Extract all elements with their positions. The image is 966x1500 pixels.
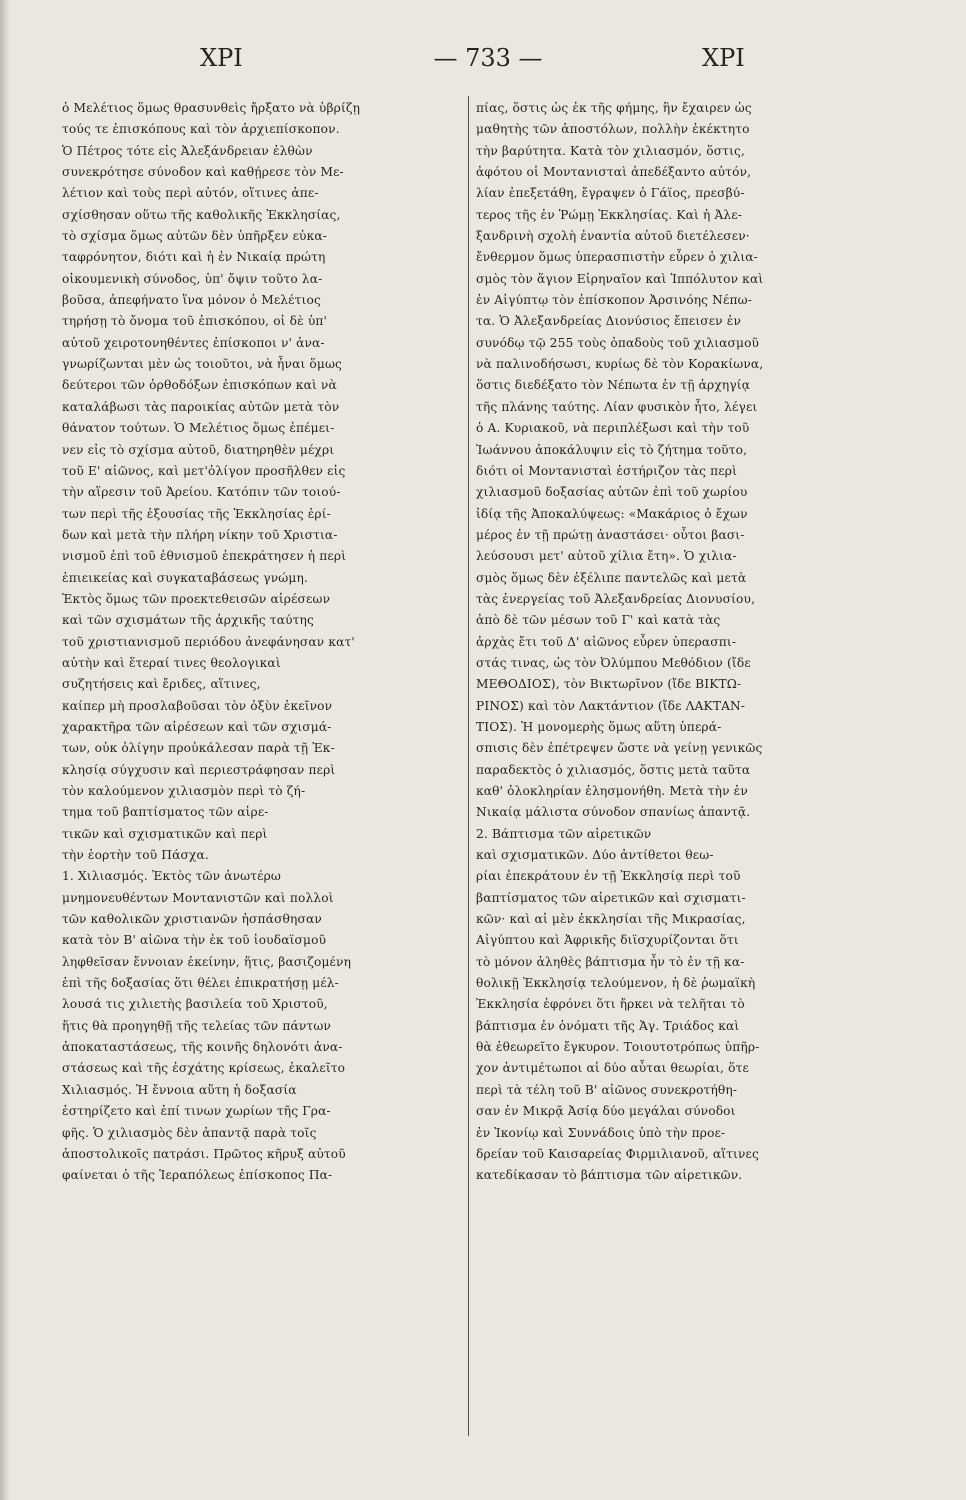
text-line: βάπτισμα ἐν ὀνόματι τῆς Ἁγ. Τριάδος καὶ <box>476 1018 740 1033</box>
text-line: ληφθεῖσαν ἔννοιαν ἐκείνην, ἥτις, βασιζομένη <box>62 954 352 969</box>
text-line: στάσεως καὶ τῆς ἐσχάτης κρίσεως, ἐκαλεῖτο <box>62 1061 346 1076</box>
text-line: τὴν ἑορτὴν τοῦ Πάσχα. <box>62 848 209 863</box>
text-line: ἥτις θὰ προηγηθῇ τῆς τελείας τῶν πάντων <box>62 1018 331 1033</box>
text-line: διότι οἱ Μοντανισταὶ ἐστήριζον τὰς περὶ <box>476 463 738 478</box>
text-line: παραδεκτὸς ὁ χιλιασμός, ὅστις μετὰ ταῦτα <box>476 762 751 777</box>
text-line: νὰ παλινοδήσωσι, κυρίως δὲ τὸν Κορακίωνα, <box>476 357 764 372</box>
text-line: ἔνθερμον ὅμως ὑπερασπιστὴν εὗρεν ὁ χιλια- <box>476 250 758 265</box>
text-line: δων καὶ μετὰ τὴν πλήρη νίκην τοῦ Χριστια- <box>62 527 338 542</box>
text-line: ὅστις διεδέξατο τὸν Νέπωτα ἐν τῇ ἀρχηγίᾳ <box>476 378 751 393</box>
text-line: λουσά τις χιλιετὴς βασιλεία τοῦ Χριστοῦ, <box>62 997 328 1012</box>
text-line: ὁ Α. Κυριακοῦ, νὰ περιπλέξωσι καὶ τὴν τοῦ <box>476 421 750 436</box>
text-line: ὁ Μελέτιος ὅμως θρασυνθεὶς ἤρξατο νὰ ὑβρίζῃ <box>62 101 361 115</box>
text-line: Ἐκκλησία ἐφρόνει ὅτι ἤρκει νὰ τελῆται τὸ <box>476 997 745 1012</box>
text-line: φῆς. Ὁ χιλιασμὸς δὲν ἀπαντᾷ παρὰ τοῖς <box>62 1125 317 1140</box>
text-line: Ὁ Πέτρος τότε εἰς Ἀλεξάνδρειαν ἐλθὼν <box>62 143 313 158</box>
text-line: κῶν· καὶ αἱ μὲν ἐκκλησίαι τῆς Μικρασίας, <box>476 912 746 927</box>
text-line: τῶν καθολικῶν χριστιανῶν ἠσπάσθησαν <box>62 912 322 927</box>
text-line: βαπτίσματος τῶν αἱρετικῶν καὶ σχισματι- <box>476 890 746 905</box>
text-line: τούς τε ἐπισκόπους καὶ τὸν ἀρχιεπίσκοπον. <box>62 122 340 137</box>
text-line: τὰς ἐνεργείας τοῦ Ἀλεξανδρείας Διονυσίου, <box>476 591 756 606</box>
text-line: ἀποστολικοῖς πατράσι. Πρῶτος κῆρυξ αὐτοῦ <box>62 1146 346 1161</box>
left-text-column <box>62 98 458 1434</box>
text-line: θάνατον τούτων. Ὁ Μελέτιος ὅμως ἐπέμει- <box>62 421 335 436</box>
text-line: τῆς πλάνης ταύτης. Λίαν φυσικὸν ἦτο, λέγει <box>476 399 758 414</box>
text-line: ἀποκαταστάσεως, τῆς κοινῆς δηλονότι ἀνα- <box>62 1040 343 1055</box>
text-line: τερος τῆς ἐν Ῥώμῃ Ἐκκλησίας. Καὶ ἡ Ἀλε- <box>476 207 743 222</box>
text-line: ἐν Ἰκονίῳ καὶ Συννάδοις ὑπὸ τὴν προε- <box>476 1125 726 1140</box>
text-line: ρίαι ἐπεκράτουν ἐν τῇ Ἐκκλησίᾳ περὶ τοῦ <box>476 869 741 884</box>
text-line: ἰδίᾳ τῆς Ἀποκαλύψεως: «Μακάριος ὁ ἔχων <box>476 506 748 521</box>
text-line: σαν ἐν Μικρᾷ Ἀσίᾳ δύο μεγάλαι σύνοδοι <box>476 1104 736 1119</box>
text-line: τοῦ χριστιανισμοῦ περιόδου ἀνεφάνησαν κατ' <box>62 634 355 649</box>
text-line: οἰκουμενικὴ σύνοδος, ὑπ' ὄψιν τοῦτο λα- <box>62 271 323 286</box>
text-line: Νικαίᾳ μάλιστα σύνοδον σπανίως ἀπαντᾷ. <box>476 805 751 820</box>
text-line: Χιλιασμός. Ἡ ἔννοια αὕτη ἡ δοξασία <box>62 1082 297 1097</box>
text-line: περὶ τὰ τέλη τοῦ Β' αἰῶνος συνεκροτήθη- <box>476 1082 738 1097</box>
text-line: 2. Βάπτισμα τῶν αἱρετικῶν <box>476 826 652 841</box>
text-line: καταλάβωσι τὰς παροικίας αὐτῶν μετὰ τὸν <box>62 399 340 414</box>
text-line: ξανδρινὴ σχολὴ ἐναντία αὐτοῦ διετέλεσεν· <box>476 229 750 244</box>
text-line: χαρακτῆρα τῶν αἱρέσεων καὶ τῶν σχισμά- <box>62 719 332 734</box>
text-line: τηρήσῃ τὸ ὄνομα τοῦ ἐπισκόπου, οἱ δὲ ὑπ' <box>62 314 328 329</box>
text-line: συζητήσεις καὶ ἔριδες, αἵτινες, <box>62 677 261 692</box>
text-line: αὐτοῦ χειροτονηθέντες ἐπίσκοποι ν' ἀνα- <box>62 335 325 350</box>
text-line: ΡΙΝΟΣ) καὶ τὸν Λακτάντιον (ἴδε ΛΑΚΤΑΝ- <box>476 698 746 713</box>
text-line: ἀρχὰς ἔτι τοῦ Δ' αἰῶνος εὗρεν ὑπερασπι- <box>476 634 737 649</box>
column-divider <box>468 96 469 1436</box>
text-line: θὰ ἐθεωρεῖτο ἔγκυρον. Τοιουτοτρόπως ὑπῆρ- <box>476 1040 760 1055</box>
text-line: πίας, ὅστις ὡς ἐκ τῆς φήμης, ἣν ἔχαιρεν ὡς <box>476 101 752 115</box>
text-line: μαθητὴς τῶν ἀποστόλων, πολλὴν ἐκέκτητο <box>476 122 750 137</box>
text-line: ἐν Αἰγύπτῳ τὸν ἐπίσκοπον Ἀρσινόης Νέπω- <box>476 293 752 308</box>
text-line: των, οὐκ ὀλίγην προὐκάλεσαν παρὰ τῇ Ἐκ- <box>62 741 335 756</box>
text-line: ἐπὶ τῆς δοξασίας ὅτι θέλει ἐπικρατήσῃ μέλ- <box>62 976 339 991</box>
text-line: των περὶ τῆς ἐξουσίας τῆς Ἐκκλησίας ἐρί- <box>62 506 331 521</box>
text-line: χιλιασμοῦ δοξασίας αὐτῶν ἐπὶ τοῦ χωρίου <box>476 485 748 500</box>
text-line: συνόδῳ τῷ 255 τοὺς ὀπαδοὺς τοῦ χιλιασμοῦ <box>476 335 760 350</box>
text-line: Ἰωάννου ἀποκάλυψιν εἰς τὸ ζήτημα τοῦτο, <box>476 442 748 457</box>
text-line: λίαν ἐπεξετάθη, ἔγραψεν ὁ Γάϊος, πρεσβύ- <box>476 186 745 201</box>
text-line: δεύτεροι τῶν ὀρθοδόξων ἐπισκόπων καὶ νὰ <box>62 378 337 393</box>
text-line: ΤΙΟΣ). Ἡ μονομερὴς ὅμως αὕτη ὑπερά- <box>476 719 722 734</box>
text-line: ΜΕΘΟΔΙΟΣ), τὸν Βικτωρῖνον (ἴδε ΒΙΚΤΩ- <box>476 677 742 692</box>
text-line: κλησίᾳ σύγχυσιν καὶ περιεστράφησαν περὶ <box>62 762 336 777</box>
text-line: συνεκρότησε σύνοδον καὶ καθῄρεσε τὸν Με- <box>62 165 344 180</box>
text-line: 1. Χιλιασμός. Ἐκτὸς τῶν ἀνωτέρω <box>62 869 281 884</box>
text-line: καὶ σχισματικῶν. Δύο ἀντίθετοι θεω- <box>476 848 714 863</box>
text-line: καὶ τῶν σχισμάτων τῆς ἀρχικῆς ταύτης <box>62 613 314 628</box>
text-line: σπισις δὲν ἐπέτρεψεν ὥστε νὰ γείνῃ γενικῶς <box>476 741 763 756</box>
text-line: τικῶν καὶ σχισματικῶν καὶ περὶ <box>62 826 268 841</box>
text-line: τοῦ Ε' αἰῶνος, καὶ μετ'ὀλίγον προσῆλθεν εἰς <box>62 463 346 478</box>
text-line: τημα τοῦ βαπτίσματος τῶν αἱρε- <box>62 805 269 820</box>
page-number: — 733 — <box>433 44 543 72</box>
text-line: τὸ σχίσμα ὅμως αὐτῶν δὲν ὑπῆρξεν εὐκα- <box>62 229 328 244</box>
text-line: αὐτὴν καὶ ἕτεραί τινες θεολογικαὶ <box>62 655 281 670</box>
text-line: δρείαν τοῦ Καισαρείας Φιρμιλιανοῦ, αἵτινες <box>476 1146 759 1161</box>
text-line: νισμοῦ ἐπὶ τοῦ ἐθνισμοῦ ἐπεκράτησεν ἡ περὶ <box>62 549 347 564</box>
text-line: χον ἀντιμέτωποι αἱ δύο αὗται θεωρίαι, ὅτε <box>476 1061 750 1076</box>
text-line: σχίσθησαν οὕτω τῆς καθολικῆς Ἐκκλησίας, <box>62 207 341 222</box>
text-line: μέρος ἐν τῇ πρώτῃ ἀναστάσει· οὗτοι βασι- <box>476 527 745 542</box>
text-line: καίπερ μὴ προσλαβοῦσαι τὸν ὀξὺν ἐκεῖνον <box>62 698 333 713</box>
text-line: γνωρίζωνται μὲν ὡς τοιοῦτοι, νὰ ἦναι ὅμως <box>62 357 343 372</box>
header-left-word: ΧΡΙ <box>200 44 243 72</box>
text-line: θολικῇ Ἐκκλησίᾳ τελούμενον, ἡ δὲ ῥωμαϊκὴ <box>476 976 756 991</box>
text-line: ἀπὸ δὲ τῶν μέσων τοῦ Γ' καὶ κατὰ τὰς <box>476 613 721 628</box>
text-line: στάς τινας, ὡς τὸν Ὀλύμπου Μεθόδιον (ἴδε <box>476 655 751 670</box>
text-line: μνημονευθέντων Μοντανιστῶν καὶ πολλοὶ <box>62 890 334 905</box>
text-line: σμὸς ὅμως δὲν ἐξέλιπε παντελῶς καὶ μετὰ <box>476 570 747 585</box>
text-line: κατὰ τὸν Β' αἰῶνα τὴν ἐκ τοῦ ἰουδαϊσμοῦ <box>62 933 327 948</box>
text-line: Αἰγύπτου καὶ Ἀφρικῆς διϊσχυρίζονται ὅτι <box>476 933 739 948</box>
right-text-column <box>476 98 912 1434</box>
text-line: ἀφότου οἱ Μοντανισταὶ ἀπεδέξαντο αὐτόν, <box>476 165 752 180</box>
text-line: βοῦσα, ἀπεφήνατο ἵνα μόνον ὁ Μελέτιος <box>62 293 321 308</box>
text-line: τὴν βαρύτητα. Κατὰ τὸν χιλιασμόν, ὅστις, <box>476 143 745 158</box>
text-line: τὸν καλούμενον χιλιασμὸν περὶ τὸ ζή- <box>62 784 306 798</box>
text-line: φαίνεται ὁ τῆς Ἱεραπόλεως ἐπίσκοπος Πα- <box>62 1168 333 1183</box>
running-header <box>60 44 910 80</box>
text-line: λεύσουσι μετ' αὐτοῦ χίλια ἔτη». Ὁ χιλια- <box>476 549 737 564</box>
header-right-word: ΧΡΙ <box>702 44 745 72</box>
text-line: Ἐκτὸς ὅμως τῶν προεκτεθεισῶν αἱρέσεων <box>62 591 331 606</box>
text-line: ἐπιεικείας καὶ συγκαταβάσεως γνώμη. <box>62 570 308 585</box>
text-line: νεν εἰς τὸ σχίσμα αὐτοῦ, διατηρηθὲν μέχρι <box>62 442 335 457</box>
text-line: κατεδίκασαν τὸ βάπτισμα τῶν αἱρετικῶν. <box>476 1168 743 1183</box>
text-line: λέτιον καὶ τοὺς περὶ αὐτόν, οἵτινες ἀπε- <box>62 186 319 201</box>
text-line: ταφρόνητον, διότι καὶ ἡ ἐν Νικαίᾳ πρώτη <box>62 250 326 265</box>
text-line: καθ' ὁλοκληρίαν ἐλησμονήθη. Μετὰ τὴν ἐν <box>476 784 748 798</box>
page-edge-shadow <box>0 0 10 1500</box>
text-line: τὸ μόνον ἀληθὲς βάπτισμα ἦν τὸ ἐν τῇ κα- <box>476 954 745 969</box>
text-line: σμὸς τὸν ἅγιον Εἰρηναῖον καὶ Ἱππόλυτον καὶ <box>476 271 764 286</box>
text-line: ἐστηρίζετο καὶ ἐπί τινων χωρίων τῆς Γρα- <box>62 1104 331 1119</box>
text-line: τα. Ὁ Ἀλεξανδρείας Διονύσιος ἔπεισεν ἐν <box>476 314 742 329</box>
text-line: τὴν αἵρεσιν τοῦ Ἀρείου. Κατόπιν τῶν τοιού- <box>62 485 341 500</box>
